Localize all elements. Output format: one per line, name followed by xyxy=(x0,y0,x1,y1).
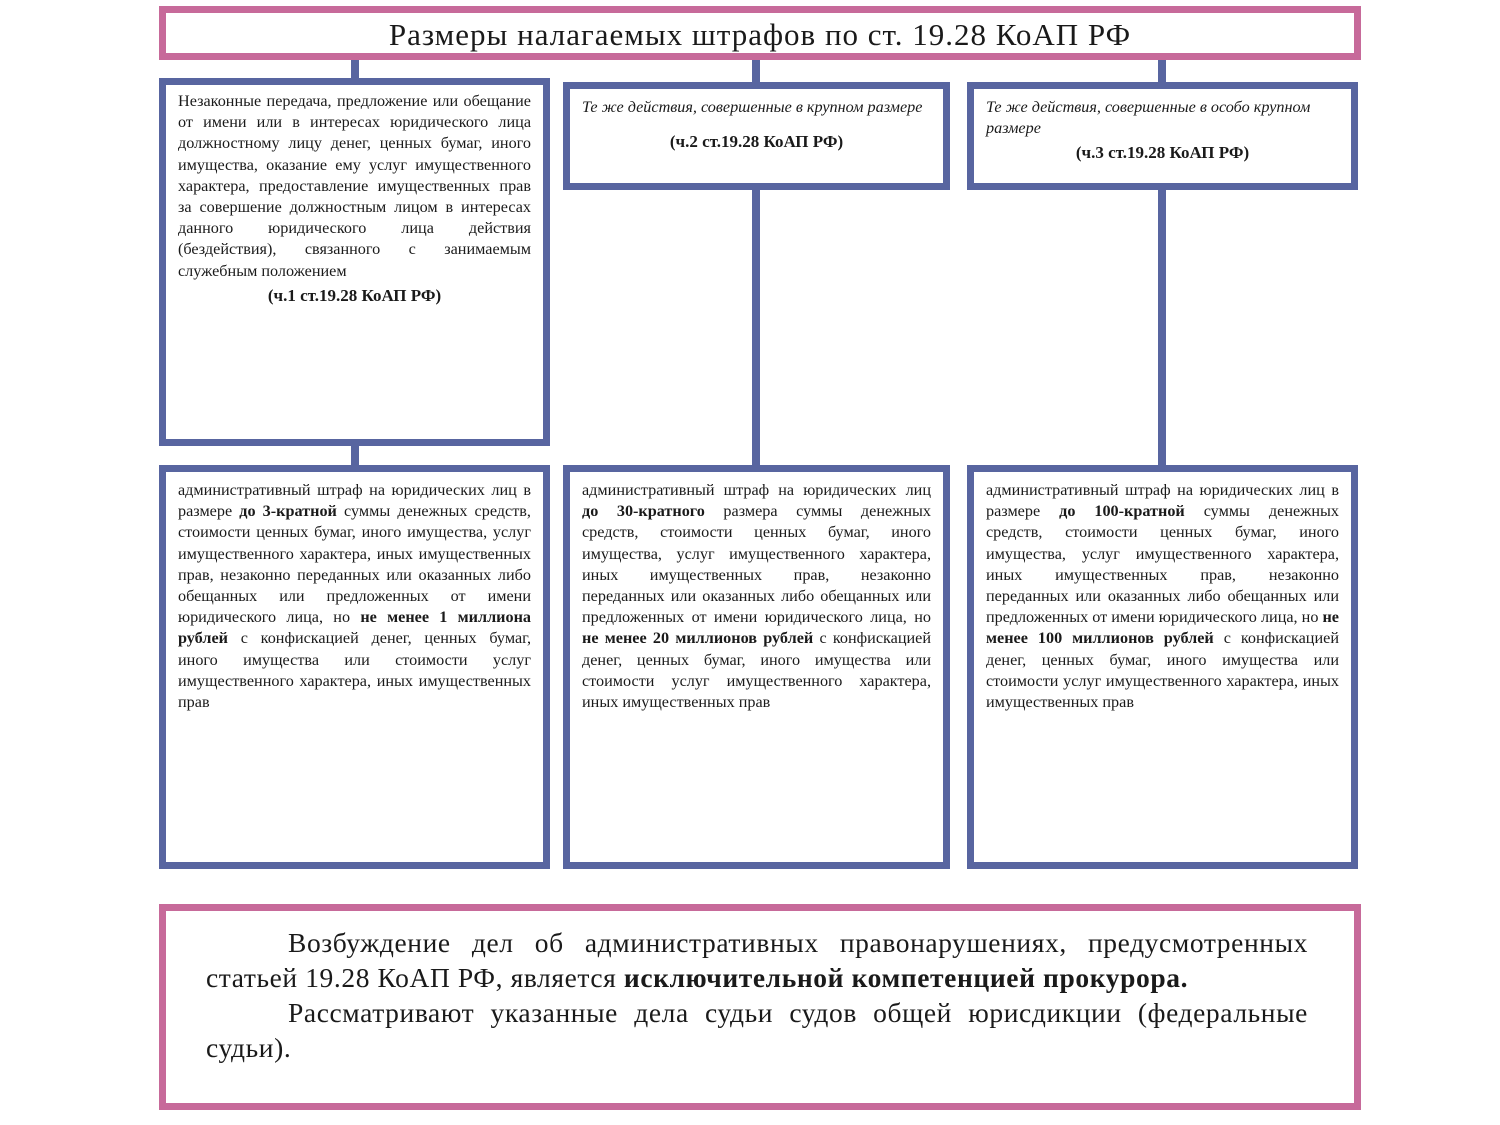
offense-text-part1: Незаконные передача, предложение или обещание от имени или в интересах юридического лица должностному лицу денег, ценных бумаг, иного имущества, оказание ему услуг имущественного характера, предоставление имущественных прав за совершение должностным лицом в интересах данного юридического лица действия (бездействия), связанного с занимаемым служебным положением xyxy=(178,92,531,280)
penalty-text: административный штраф на юридических лиц xyxy=(582,481,931,499)
penalty-text: с конфискацией денег, ценных бумаг, иного имущества или стоимости услуг имущественного характера, иных имущественных прав xyxy=(178,629,531,712)
penalty-text: суммы денежных средств, стоимости ценных бумаг, иного имущества, услуг имущественного характера, иных имущественных прав, незаконно переданных или оказанных либо обещанных или предложенных от имени юридического лица, но xyxy=(986,502,1339,627)
title-box xyxy=(159,6,1361,60)
note-paragraph-competence xyxy=(206,925,1308,995)
penalty-text: с конфискацией денег, ценных бумаг, иного имущества или стоимости услуг имущественного характера, иных имущественных прав xyxy=(582,629,931,712)
connector-title-col2 xyxy=(752,58,760,82)
penalty-text: административный штраф на юридических лиц в размере xyxy=(986,481,1339,521)
note-text: Возбуждение дел об административных правонарушениях, предусмотренных статьей 19.28 КоАП РФ, является xyxy=(206,927,1308,993)
jurisdiction-note-box xyxy=(159,904,1361,1110)
penalty-text: административный штраф на юридических лиц в размере xyxy=(178,481,531,521)
note-bold-text: исключительной компетенцией прокурора. xyxy=(623,962,1189,993)
penalty-multiplier: до 30-кратного xyxy=(582,502,705,521)
diagram-title: Размеры налагаемых штрафов по ст. 19.28 КоАП РФ xyxy=(388,17,1132,52)
penalty-text: размера суммы денежных средств, стоимости ценных бумаг, иного имущества, услуг имущественного характера, иных имущественных прав, незаконно переданных или оказанных либо обещанных или предложенных от имени юридического лица, но xyxy=(582,502,932,627)
offense-box-part2 xyxy=(563,82,950,190)
penalty-multiplier: до 100-кратной xyxy=(1059,502,1185,521)
offense-box-part3 xyxy=(967,82,1358,190)
penalty-minimum: не менее 100 миллионов рублей xyxy=(986,608,1339,648)
reference-part3: (ч.3 ст.19.28 КоАП РФ) xyxy=(1075,143,1250,163)
penalty-box-part1 xyxy=(159,465,550,869)
reference-part1: (ч.1 ст.19.28 КоАП РФ) xyxy=(267,285,442,305)
penalty-text: с конфискацией денег, ценных бумаг, иного имущества или стоимости услуг имущественного характера, иных имущественных прав xyxy=(986,629,1339,712)
penalty-text-part3 xyxy=(974,472,1351,713)
offense-text-part2: Те же действия, совершенные в крупном размере xyxy=(582,98,923,116)
penalty-box-part2 xyxy=(563,465,950,869)
penalty-text: суммы денежных средств, стоимости ценных бумаг, иного имущества, услуг имущественного характера, иных имущественных прав, незаконно переданных или оказанных либо обещанных или предложенных от имени юридического лица, но xyxy=(178,502,531,627)
penalty-multiplier: до 3-кратной xyxy=(239,502,337,521)
connector-col3 xyxy=(1158,188,1166,468)
connector-title-col3 xyxy=(1158,58,1166,82)
offense-text-part3: Те же действия, совершенные в особо крупном размере xyxy=(986,98,1311,138)
connector-col2 xyxy=(752,188,760,468)
penalty-text-part2 xyxy=(570,472,943,713)
reference-part2: (ч.2 ст.19.28 КоАП РФ) xyxy=(669,132,844,152)
penalty-minimum: не менее 20 миллионов рублей xyxy=(582,629,814,648)
penalty-text-part1 xyxy=(166,472,543,713)
penalty-box-part3 xyxy=(967,465,1358,869)
note-paragraph-courts: Рассматривают указанные дела судьи судов общей юрисдикции (федеральные судьи). xyxy=(206,997,1308,1063)
jurisdiction-note xyxy=(206,925,1308,1065)
penalty-minimum: не менее 1 миллиона рублей xyxy=(178,608,531,648)
offense-box-part1 xyxy=(159,78,550,446)
